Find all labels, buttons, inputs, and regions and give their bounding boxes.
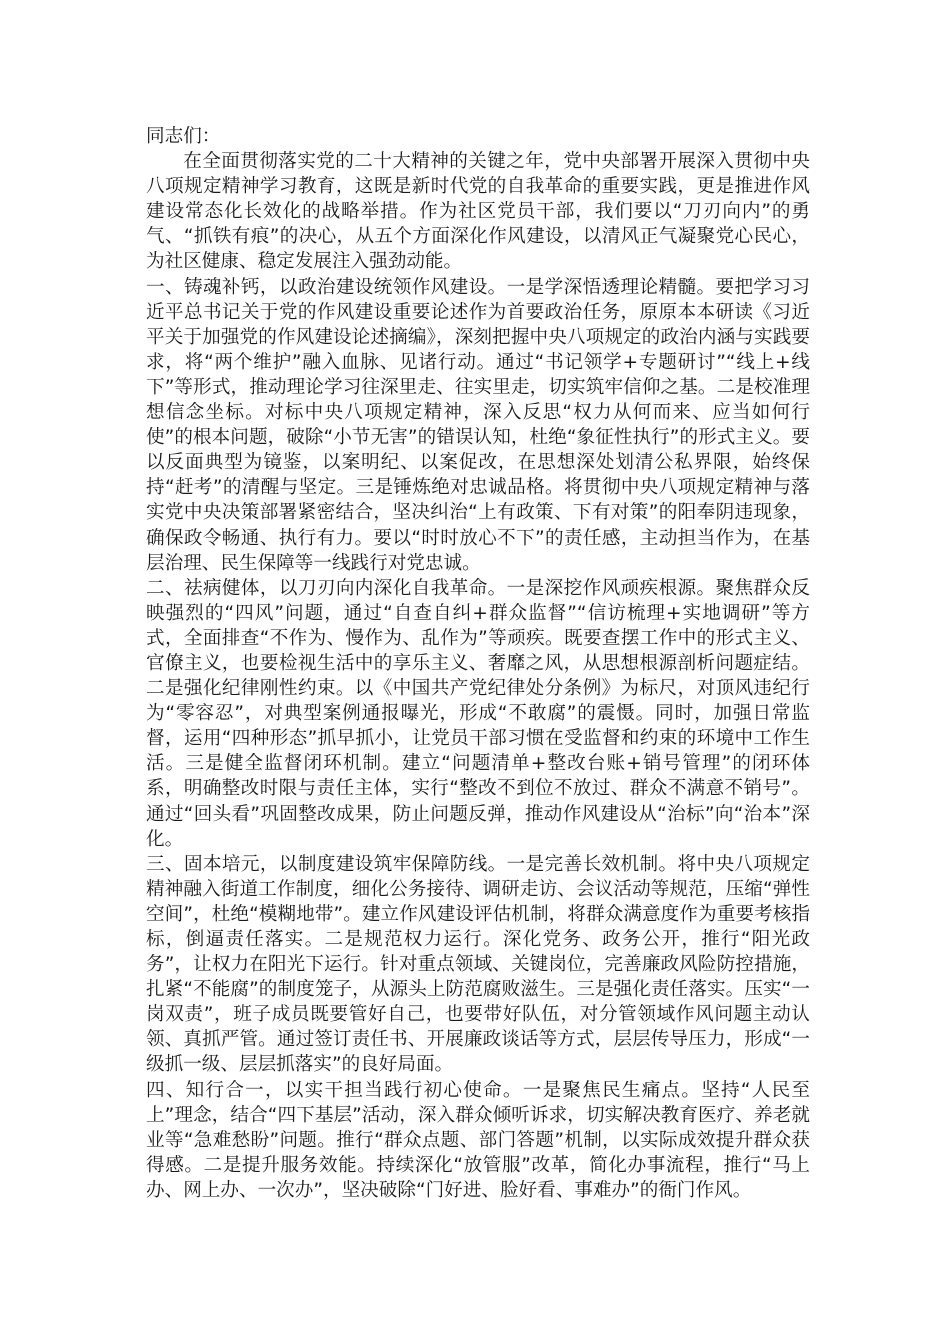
section-paragraph-3: 三、固本培元，以制度建设筑牢保障防线。一是完善长效机制。将中央八项规定精神融入街道工作制度，细化公务接待、调研走访、会议活动等规范，压缩“弹性空间”，杜绝“模糊地带”。建立作风建设评估机制，将群众满意度作为重要考核指标，倒逼责任落实。二是规范权力运行。深化党务、政务公开，推行“阳光政务”，让权力在阳光下运行。针对重点领域、关键岗位，完善廉政风险防控措施，扎紧“不能腐”的制度笼子，从源头上防范腐败滋生。三是强化责任落实。压实“一岗双责”，班子成员既要管好自己，也要带好队伍，对分管领域作风问题主动认领、真抓严管。通过签订责任书、开展廉政谈话等方式，层层传导压力，形成“一级抓一级、层层抓落实”的良好局面。 [146,853,810,1076]
document-body [146,124,810,1203]
section-paragraph-1: 一、铸魂补钙，以政治建设统领作风建设。一是学深悟透理论精髓。要把学习习近平总书记关于党的作风建设重要论述作为首要政治任务，原原本本研读《习近平关于加强党的作风建设论述摘编》，深刻把握中央八项规定的政治内涵与实践要求，将“两个维护”融入血脉、见诸行动。通过“书记领学+专题研讨”“线上+线下”等形式，推动理论学习往深里走、往实里走，切实筑牢信仰之基。二是校准理想信念坐标。对标中央八项规定精神，深入反思“权力从何而来、应当如何行使”的根本问题，破除“小节无害”的错误认知，杜绝“象征性执行”的形式主义。要以反面典型为镜鉴，以案明纪、以案促改，在思想深处划清公私界限，始终保持“赶考”的清醒与坚定。三是锤炼绝对忠诚品格。将贯彻中央八项规定精神与落实党中央决策部署紧密结合，坚决纠治“上有政策、下有对策”的阳奉阴违现象，确保政令畅通、执行有力。要以“时时放心不下”的责任感，主动担当作为，在基层治理、民生保障等一线践行对党忠诚。 [146,276,810,574]
greeting: 同志们： [146,126,221,147]
section-paragraph-2: 二、祛病健体，以刀刃向内深化自我革命。一是深挖作风顽疾根源。聚焦群众反映强烈的“四风”问题，通过“自查自纠+群众监督”“信访梳理+实地调研”等方式，全面排查“不作为、慢作为、乱作为”等顽疾。既要查摆工作中的形式主义、官僚主义，也要检视生活中的享乐主义、奢靡之风，从思想根源剖析问题症结。二是强化纪律刚性约束。以《中国共产党纪律处分条例》为标尺，对顶风违纪行为“零容忍”，对典型案例通报曝光，形成“不敢腐”的震慑。同时，加强日常监督，运用“四种形态”抓早抓小，让党员干部习惯在受监督和约束的环境中工作生活。三是健全监督闭环机制。建立“问题清单+整改台账+销号管理”的闭环体系，明确整改时限与责任主体，实行“整改不到位不放过、群众不满意不销号”。通过“回头看”巩固整改成果，防止问题反弹，推动作风建设从“治标”向“治本”深化。 [146,577,810,850]
intro-paragraph: 在全面贯彻落实党的二十大精神的关键之年，党中央部署开展深入贯彻中央八项规定精神学习教育，这既是新时代党的自我革命的重要实践，更是推进作风建设常态化长效化的战略举措。作为社区党员干部，我们要以“刀刃向内”的勇气、“抓铁有痕”的决心，从五个方面深化作风建设，以清风正气凝聚党心民心，为社区健康、稳定发展注入强劲动能。 [146,151,810,273]
section-paragraph-4: 四、知行合一，以实干担当践行初心使命。一是聚焦民生痛点。坚持“人民至上”理念，结合“四下基层”活动，深入群众倾听诉求，切实解决教育医疗、养老就业等“急难愁盼”问题。推行“群众点题、部门答题”机制，以实际成效提升群众获得感。二是提升服务效能。持续深化“放管服”改革，简化办事流程，推行“马上办、网上办、一次办”，坚决破除“门好进、脸好看、事难办”的衙门作风。 [146,1079,810,1201]
